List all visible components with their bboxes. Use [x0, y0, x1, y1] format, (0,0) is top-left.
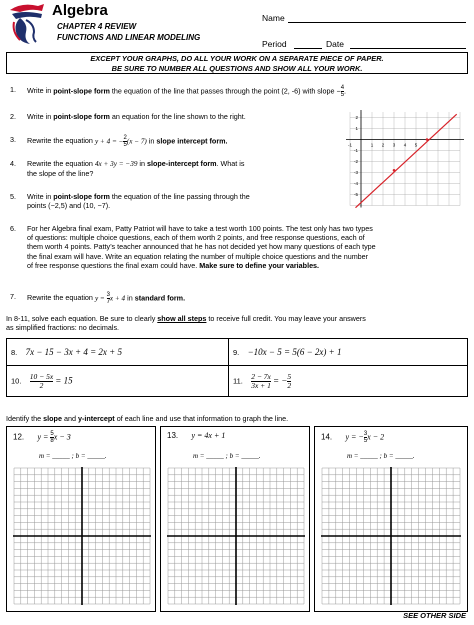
name-field[interactable]	[288, 22, 466, 23]
tick-label: 3	[392, 142, 396, 148]
instructions-banner	[6, 52, 468, 74]
tick-label: -1	[347, 142, 353, 148]
coordinate-grid[interactable]	[13, 467, 151, 605]
chapter-label: CHAPTER 4 REVIEW	[57, 22, 137, 31]
graphed-line	[353, 114, 457, 208]
topic-label: FUNCTIONS AND LINEAR MODELING	[57, 33, 201, 42]
question-11: 11. $\frac{2 - 7x}{3x + 1}$ = − $\frac{5}{2}$	[229, 366, 468, 397]
slope-intercept-blank[interactable]: m = _____ ; b = _____.	[193, 452, 261, 460]
tick-label: 1	[355, 126, 358, 131]
coordinate-grid[interactable]	[167, 467, 305, 605]
coordinate-grid[interactable]	[321, 467, 461, 605]
banner-line-1: EXCEPT YOUR GRAPHS, DO ALL YOUR WORK ON A SEPARATE PIECE OF PAPER.	[90, 54, 384, 63]
question-2: 2. Write in point-slope form an equation for the line shown to the right.	[10, 112, 246, 121]
question-5: 5. Write in point-slope form the equation of the line passing through the points (−2,5) and (10, −7).	[10, 192, 250, 211]
date-label: Date	[326, 39, 344, 49]
question-9: 9. −10x − 5 = 5(6 − 2x) + 1	[229, 339, 468, 366]
see-other-side: SEE OTHER SIDE	[403, 611, 466, 620]
slope-intercept-blank[interactable]: m = _____ ; b = _____.	[347, 452, 415, 460]
tick-label: 1	[370, 142, 374, 148]
question-4: 4. Rewrite the equation 4x + 3y = −39 in slope-intercept form. What is the slope of the line?	[10, 159, 245, 179]
line-point	[426, 138, 429, 141]
patriot-logo	[8, 2, 48, 46]
name-label: Name	[262, 13, 285, 23]
question-1: 1. Write in point-slope form the equation of the line that passes through the point (2, -6) with slope − $\frac{4}{5}$ .	[10, 85, 347, 98]
question-10: 10. $\frac{10 - 5x}{2}$ = 15	[7, 366, 229, 397]
tick-label: -3	[353, 170, 358, 175]
solve-instructions: In 8-11, solve each equation. Be sure to clearly show all steps to receive full credit. You may leave your answers as simplified fractions: no decimals.	[6, 314, 366, 333]
tick-label: 2	[355, 115, 358, 120]
question-6: 6. For her Algebra final exam, Patty Patriot will have to take a test worth 100 points. The test only has two types of questions: multiple choice questions, each of them worth 2 points, and free response questions, each of them worth 4 points. Patty’s teacher announced that he has not decided yet how many questions of each type the final exam will have. Write an equation relating the number of multiple choice questions and the number of free response questions the final exam could have. Make sure to define your variables.	[10, 224, 376, 270]
question-8: 8. 7x − 15 − 3x + 4 = 2x + 5	[7, 339, 229, 366]
tick-label: 4	[403, 142, 407, 148]
graph-box-14: 14. y = − $\frac{3}{5}$ x − 2 m = _____ ; b = _____.	[314, 426, 468, 612]
date-field[interactable]	[350, 48, 466, 49]
fraction: $\frac{4}{5}$	[340, 85, 345, 98]
q2-line-graph	[338, 108, 466, 208]
tick-label: -2	[353, 159, 358, 164]
period-field[interactable]	[294, 48, 322, 49]
tick-label: 2	[381, 142, 385, 148]
solve-table	[6, 338, 468, 397]
tick-label: -4	[353, 181, 358, 186]
graph-box-13: 13. y = 4x + 1 m = _____ ; b = _____.	[160, 426, 310, 612]
page-title: Algebra	[52, 2, 108, 19]
banner-line-2: BE SURE TO NUMBER ALL QUESTIONS AND SHOW ALL YOUR WORK.	[111, 64, 363, 73]
tick-label: 5	[414, 142, 418, 148]
tick-label: -1	[353, 148, 358, 153]
graph-instructions: Identify the slope and y-intercept of each line and use that information to graph the line.	[6, 414, 289, 423]
tick-label: -5	[353, 192, 358, 197]
slope-intercept-blank[interactable]: m = _____ ; b = _____.	[39, 452, 107, 460]
question-7: 7. Rewrite the equation y = $\frac{3}{7}$ x + 4 in standard form.	[10, 292, 186, 305]
line-point	[393, 169, 396, 172]
graph-box-12: 12. y = $\frac{5}{8}$ x − 3 m = _____ ; b = _____.	[6, 426, 156, 612]
period-label: Period	[262, 39, 287, 49]
question-3: 3. Rewrite the equation y + 4 = − $\frac{2}{5}$ (x − 7) in slope intercept form.	[10, 135, 228, 148]
